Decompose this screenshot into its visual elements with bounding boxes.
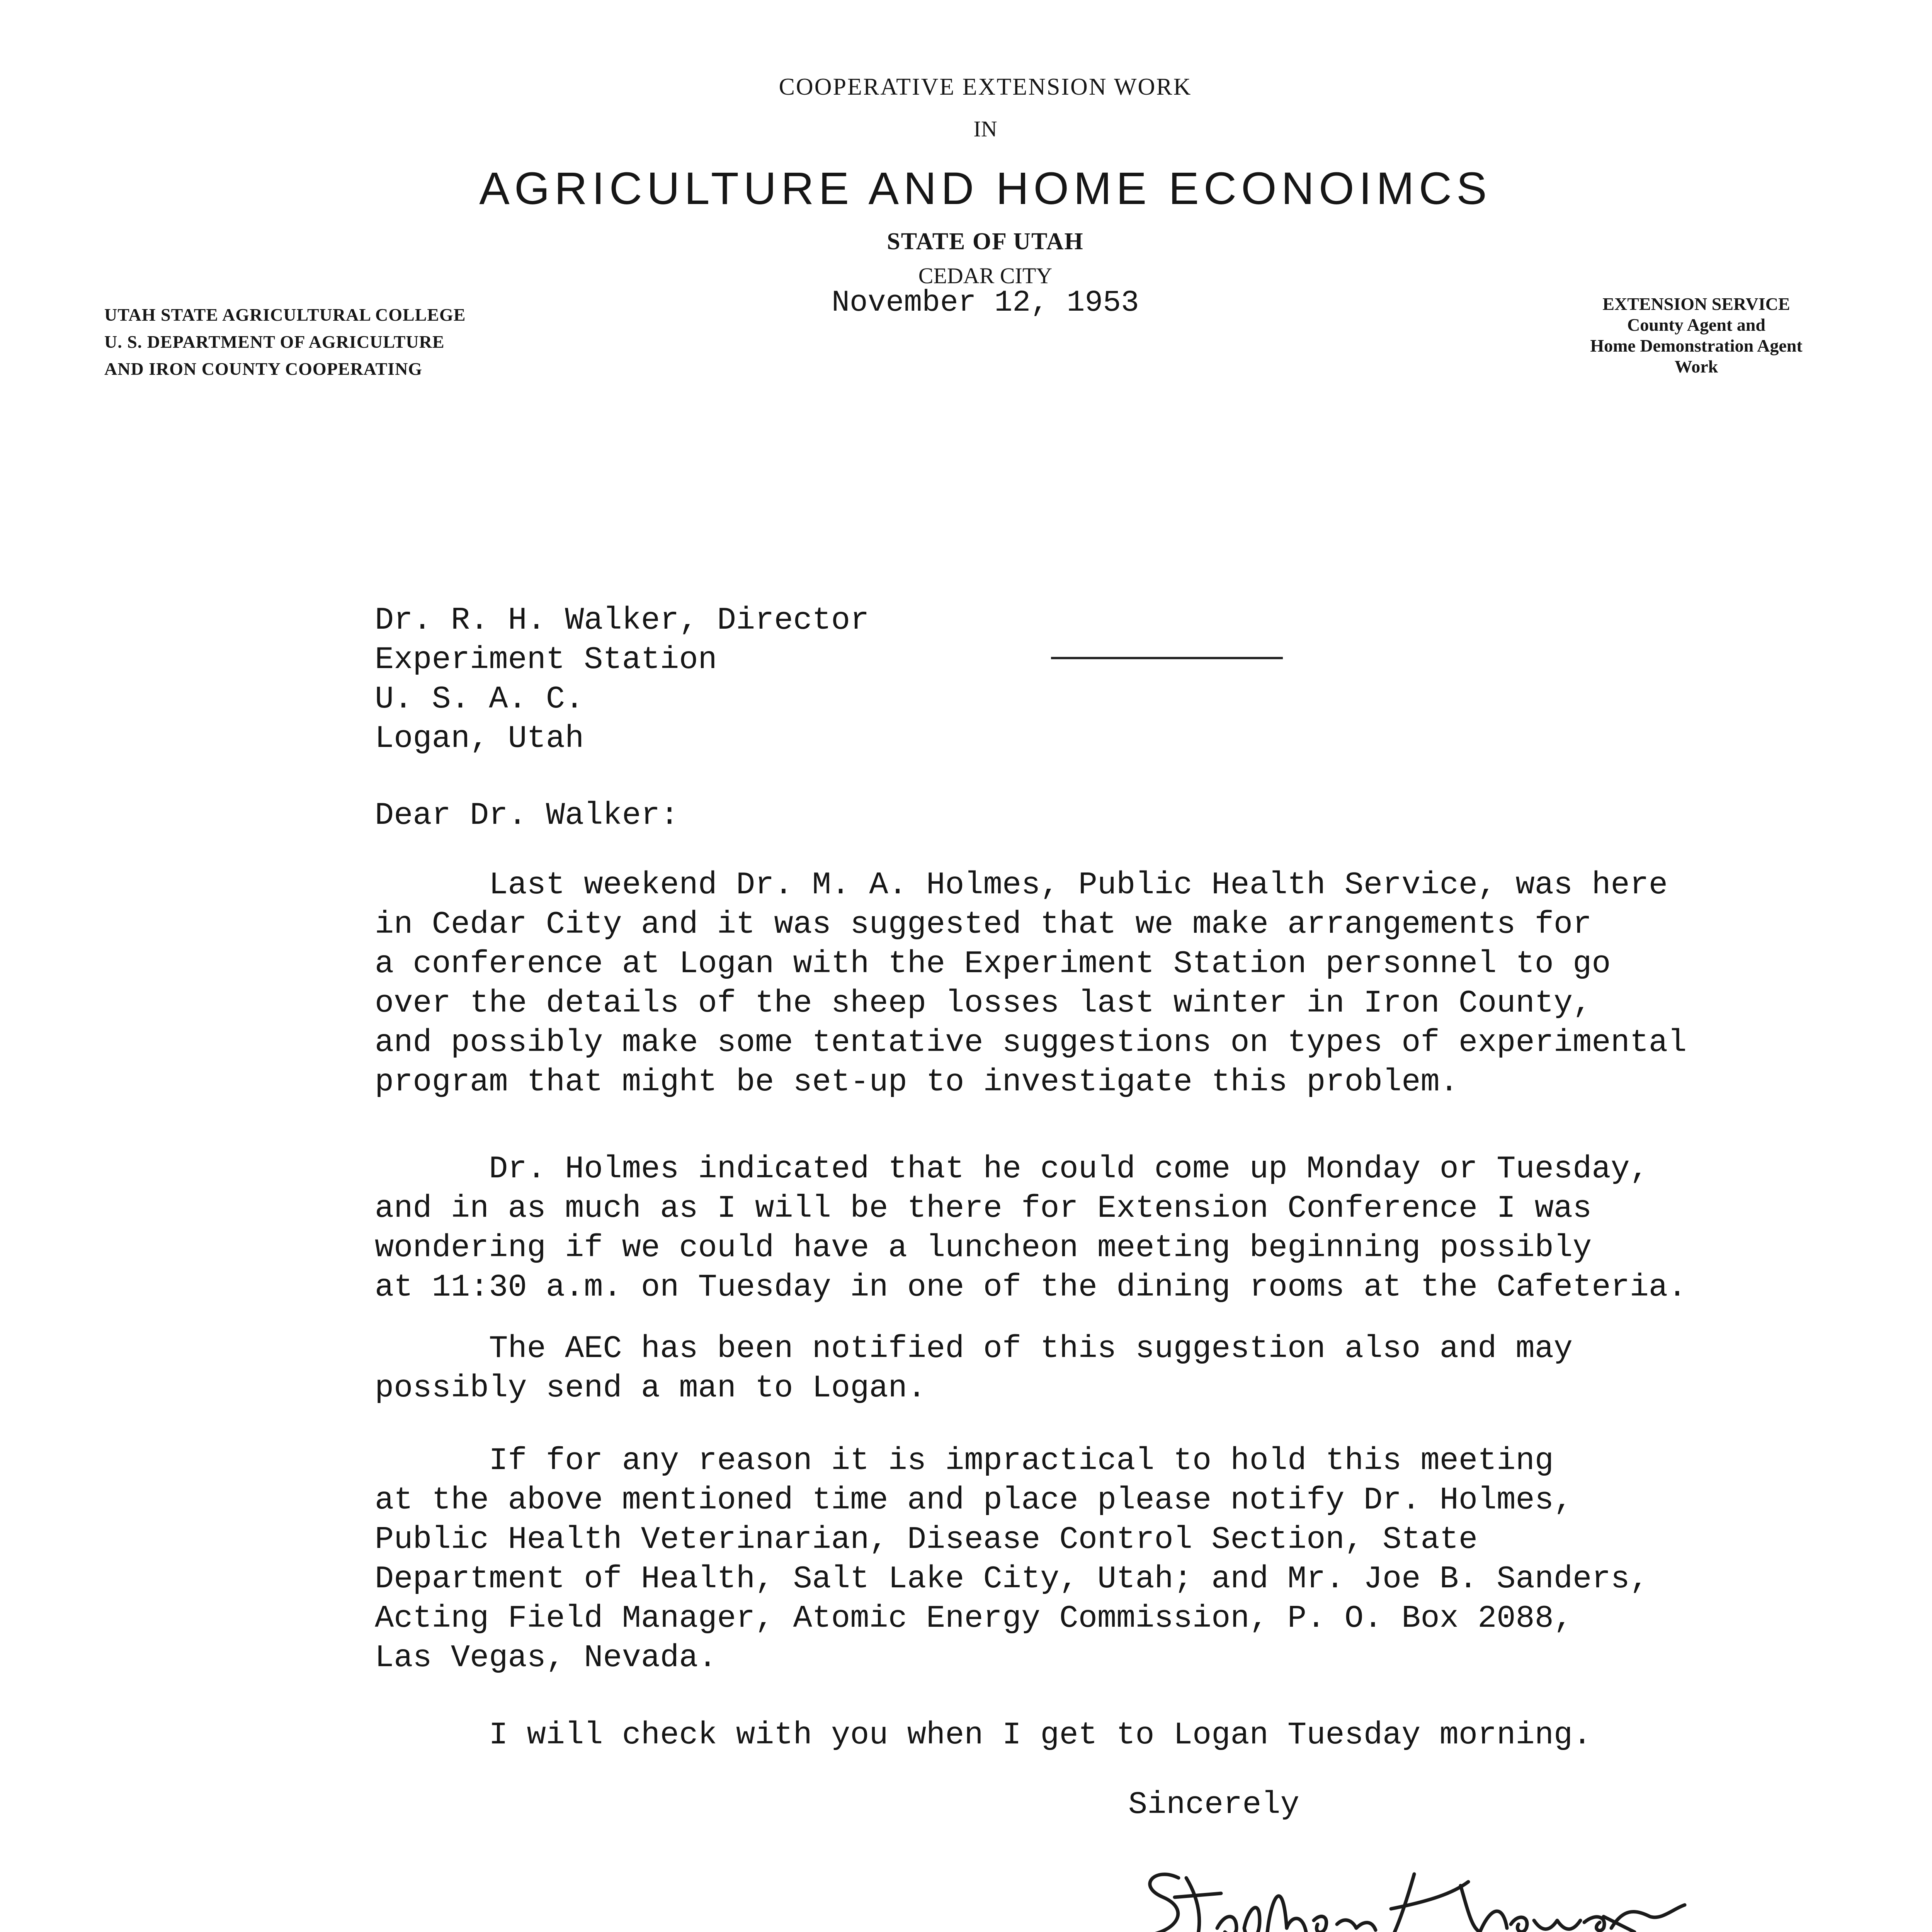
letterhead-program: COOPERATIVE EXTENSION WORK — [779, 74, 1192, 100]
address-line: Dr. R. H. Walker, Director — [375, 602, 869, 638]
address-line: Experiment Station — [375, 642, 717, 678]
left-org-line: AND IRON COUNTY COOPERATING — [104, 359, 423, 379]
right-org-line: EXTENSION SERVICE — [1602, 294, 1790, 314]
right-org-line: County Agent and — [1627, 315, 1765, 335]
body-paragraph-2: Dr. Holmes indicated that he could come up Monday or Tuesday, and in as much as I will be there for Extension Conference I was wondering if we could have a luncheon meeting beginning possibly at 11:30 a.m. on Tuesday in one of the dining rooms at the Cafeteria. — [375, 1151, 1687, 1305]
left-org-line: U. S. DEPARTMENT OF AGRICULTURE — [104, 332, 445, 352]
letterhead-state: STATE OF UTAH — [887, 228, 1084, 255]
letterhead-right-org — [1503, 294, 1889, 377]
body-paragraph-5: I will check with you when I get to Logan Tuesday morning. — [375, 1717, 1592, 1753]
letterhead-city: CEDAR CITY — [918, 263, 1053, 288]
signature-graphic — [1121, 1851, 1700, 1932]
body-paragraph-1: Last weekend Dr. M. A. Holmes, Public Health Service, was here in Cedar City and it was suggested that we make arrangements for a conference at Logan with the Experiment Station personnel to go over the details of the sheep losses last winter in Iron County, and possibly make some tentative suggestions on types of experimental program that might be set-up to investigate this problem. — [375, 867, 1687, 1100]
address-line: U. S. A. C. — [375, 681, 584, 717]
recipient-address — [375, 601, 869, 759]
address-line: Logan, Utah — [375, 721, 584, 757]
body-paragraph-3: The AEC has been notified of this suggestion also and may possibly send a man to Logan. — [375, 1331, 1573, 1406]
right-org-line: Work — [1674, 357, 1718, 376]
letterhead-title: AGRICULTURE AND HOME ECONOIMCS — [479, 163, 1492, 214]
closing: Sincerely — [1128, 1787, 1299, 1823]
letter-date: November 12, 1953 — [832, 286, 1139, 320]
left-org-line: UTAH STATE AGRICULTURAL COLLEGE — [104, 305, 466, 325]
salutation: Dear Dr. Walker: — [375, 798, 679, 833]
address-rule — [1051, 657, 1283, 659]
body-paragraph-4: If for any reason it is impractical to hold this meeting at the above mentioned time and place please notify Dr. Holmes, Public Health Veterinarian, Disease Control Section, State Department of Health, Salt Lake City, Utah; and Mr. Joe B. Sanders, Acting Field Manager, Atomic Energy Commission, P. O. Box 2088, Las Vegas, Nevada. — [375, 1443, 1649, 1676]
letterhead-left-org — [104, 301, 466, 383]
right-org-line: Home Demonstration Agent — [1590, 336, 1803, 355]
letterhead-in: IN — [973, 116, 997, 141]
